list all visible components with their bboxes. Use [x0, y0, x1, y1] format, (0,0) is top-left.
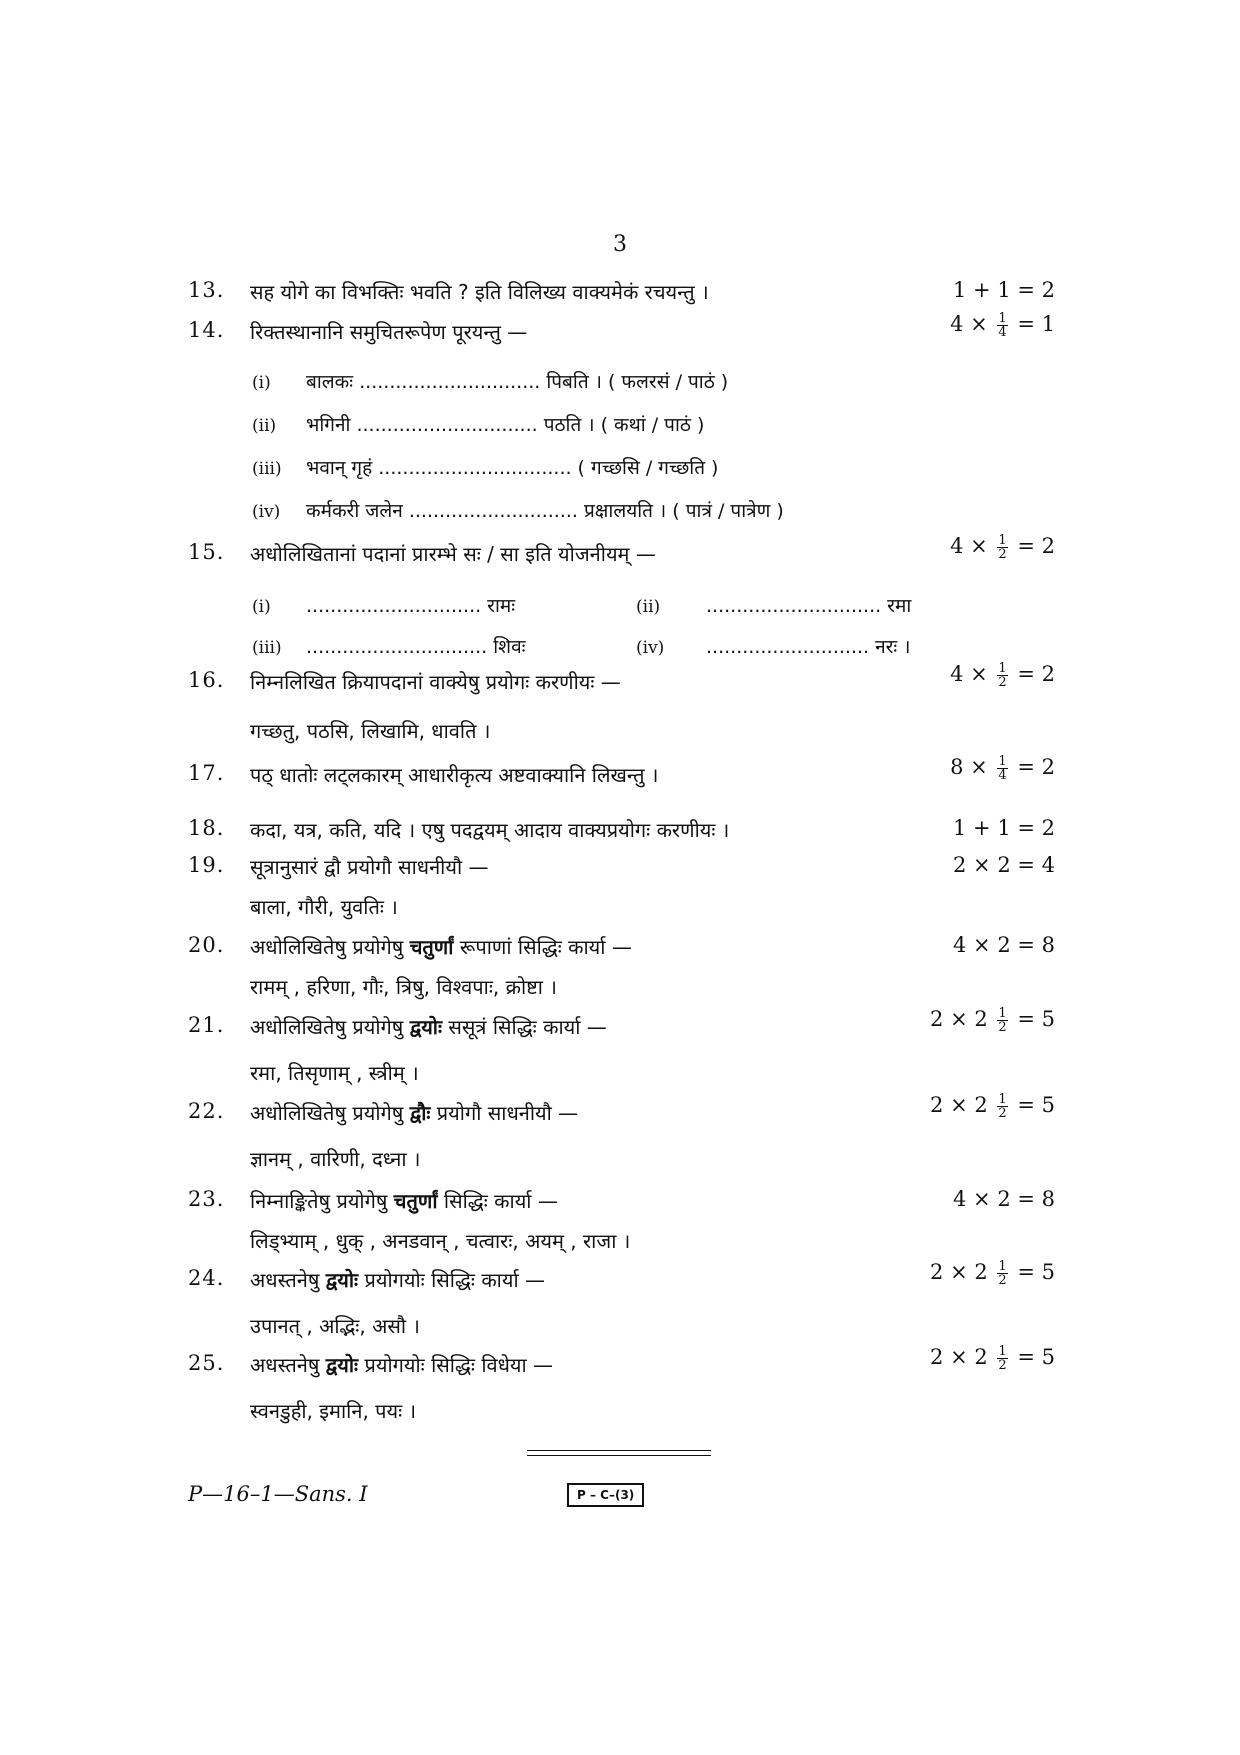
item-label: (iv)	[252, 502, 281, 522]
marks-suffix: = 5	[1017, 1007, 1055, 1031]
marks-prefix: 2 × 2	[930, 1260, 988, 1284]
question-text	[250, 1351, 553, 1378]
question-number: 22.	[188, 1099, 225, 1123]
marks-prefix: 2 × 2	[930, 1093, 988, 1117]
fraction-denominator: 4	[998, 768, 1007, 783]
question-sub-text: लिड्भ्याम् , धुक् , अनडवान् , चत्वारः, अयम् , राजा ।	[250, 1229, 631, 1253]
marks-prefix: 8 ×	[950, 755, 988, 779]
question-14	[0, 311, 1240, 350]
emphasis-word: चतुर्णां	[393, 1189, 438, 1213]
item-text: भवान् गृहं ................................ ( गच्छसि / गच्छति )	[306, 457, 719, 479]
fill-item	[252, 592, 515, 618]
item-label: (iii)	[252, 459, 282, 479]
marks-prefix: 4 ×	[950, 534, 988, 558]
question-marks: 4 × 2 = 8	[953, 933, 1055, 957]
question-number: 23.	[188, 1187, 225, 1211]
question-21	[0, 1006, 1240, 1045]
fill-item	[252, 497, 784, 523]
question-sub-text: रामम् , हरिणा, गौः, त्रिषु, विश्वपाः, क्रोष्टा ।	[250, 975, 557, 999]
fraction-denominator: 2	[998, 675, 1007, 690]
question-13	[0, 278, 1240, 310]
end-rule-bottom	[527, 1455, 711, 1456]
question-text: कदा, यत्र, कति, यदि । एषु पदद्वयम् आदाय वाक्यप्रयोगः करणीयः ।	[250, 818, 730, 842]
text-part: अधोलिखितेषु प्रयोगेषु	[250, 1015, 410, 1039]
text-part: रूपाणां सिद्धिः कार्या —	[453, 935, 632, 959]
question-23	[0, 1187, 1240, 1219]
question-marks: 1 + 1 = 2	[953, 278, 1055, 302]
question-marks	[950, 662, 1055, 689]
text-part: प्रयोगौ साधनीयौ —	[430, 1101, 579, 1125]
text-part: निम्नाङ्कितेषु प्रयोगेषु	[250, 1189, 394, 1213]
question-text: सह योगे का विभक्तिः भवति ? इति विलिख्य वाक्यमेकं रचयन्तु ।	[250, 280, 709, 304]
item-text: ............................. रामः	[306, 595, 516, 617]
paper-code: P—16–1—Sans. I	[188, 1482, 368, 1506]
text-part: अधस्तनेषु	[250, 1268, 326, 1292]
question-text	[250, 1266, 545, 1293]
emphasis-word: चतुर्णां	[409, 935, 454, 959]
fraction-denominator: 2	[998, 1106, 1007, 1121]
fill-item	[252, 411, 704, 437]
fraction-numerator: 1	[998, 1344, 1007, 1359]
marks-suffix: = 5	[1017, 1345, 1055, 1369]
marks-fraction	[997, 534, 1007, 561]
text-part: अधस्तनेषु	[250, 1353, 326, 1377]
question-20	[0, 933, 1240, 965]
question-number: 14.	[188, 318, 225, 342]
marks-prefix: 4 ×	[950, 312, 988, 336]
emphasis-word: द्वयोः	[325, 1268, 359, 1292]
question-sub-text: गच्छतु, पठसि, लिखामि, धावति ।	[250, 719, 491, 743]
question-marks	[950, 755, 1055, 782]
text-part: सिद्धिः कार्या —	[437, 1189, 558, 1213]
fraction-numerator: 1	[998, 1092, 1007, 1107]
fraction-denominator: 2	[998, 1020, 1007, 1035]
question-marks	[950, 534, 1055, 561]
fraction-numerator: 1	[998, 311, 1007, 326]
item-text: भगिनी .............................. पठति । ( कथां / पाठं )	[306, 414, 705, 436]
text-part: अधोलिखितेषु प्रयोगेषु	[250, 1101, 410, 1125]
fraction-numerator: 1	[998, 661, 1007, 676]
text-part: अधोलिखितेषु प्रयोगेषु	[250, 935, 410, 959]
question-number: 25.	[188, 1351, 225, 1375]
question-text	[250, 1187, 558, 1214]
marks-prefix: 2 × 2	[930, 1345, 988, 1369]
question-text	[250, 933, 632, 960]
marks-fraction	[997, 1007, 1007, 1034]
marks-suffix: = 5	[1017, 1260, 1055, 1284]
item-label: (i)	[252, 597, 271, 617]
fill-item	[252, 633, 525, 659]
item-text: बालकः .............................. पिबति । ( फलरसं / पाठं )	[306, 371, 729, 393]
marks-fraction	[997, 1093, 1007, 1120]
question-17	[0, 754, 1240, 793]
emphasis-word: द्वयोः	[325, 1353, 359, 1377]
question-16	[0, 661, 1240, 700]
marks-suffix: = 2	[1017, 755, 1055, 779]
fraction-denominator: 2	[998, 1358, 1007, 1373]
question-18	[0, 816, 1240, 848]
fraction-denominator: 4	[998, 325, 1007, 340]
question-22	[0, 1092, 1240, 1131]
question-text	[250, 1099, 578, 1126]
fill-item	[636, 633, 911, 659]
question-text: रिक्तस्थानानि समुचितरूपेण पूरयन्तु —	[250, 320, 528, 344]
question-number: 21.	[188, 1013, 225, 1037]
question-marks: 2 × 2 = 4	[953, 853, 1055, 877]
item-text: ........................... नरः ।	[706, 636, 911, 658]
end-rule-top	[527, 1450, 711, 1451]
question-marks	[930, 1007, 1055, 1034]
text-part: ससूत्रं सिद्धिः कार्या —	[442, 1015, 607, 1039]
question-number: 19.	[188, 853, 225, 877]
text-part: प्रयोगयोः सिद्धिः कार्या —	[358, 1268, 545, 1292]
marks-fraction	[997, 755, 1007, 782]
question-sub-text: ज्ञानम् , वारिणी, दध्ना ।	[250, 1147, 421, 1171]
marks-fraction	[997, 1260, 1007, 1287]
emphasis-word: द्वयोः	[409, 1015, 443, 1039]
item-label: (ii)	[252, 416, 277, 436]
marks-fraction	[997, 662, 1007, 689]
fraction-numerator: 1	[998, 1259, 1007, 1274]
question-number: 13.	[188, 278, 225, 302]
question-text	[250, 1013, 607, 1040]
item-text: ............................. रमा	[706, 595, 912, 617]
question-number: 18.	[188, 816, 225, 840]
item-label: (iii)	[252, 638, 282, 658]
question-text: सूत्रानुसारं द्वौ प्रयोगौ साधनीयौ —	[250, 855, 489, 879]
question-marks	[950, 312, 1055, 339]
question-sub-text: बाला, गौरी, युवतिः ।	[250, 895, 398, 919]
item-label: (i)	[252, 373, 271, 393]
question-sub-text: रमा, तिसृणाम् , स्त्रीम् ।	[250, 1061, 419, 1085]
question-number: 24.	[188, 1266, 225, 1290]
fraction-denominator: 2	[998, 547, 1007, 562]
question-15	[0, 533, 1240, 572]
fill-item	[636, 592, 911, 618]
question-marks: 4 × 2 = 8	[953, 1187, 1055, 1211]
question-text: निम्नलिखित क्रियापदानां वाक्येषु प्रयोगः करणीयः —	[250, 670, 621, 694]
question-text: अधोलिखितानां पदानां प्रारम्भे सः / सा इति योजनीयम् —	[250, 542, 656, 566]
question-marks	[930, 1345, 1055, 1372]
question-marks	[930, 1260, 1055, 1287]
question-sub-text: स्वनडुही, इमानि, पयः ।	[250, 1399, 417, 1423]
marks-fraction	[997, 312, 1007, 339]
marks-prefix: 2 × 2	[930, 1007, 988, 1031]
fraction-denominator: 2	[998, 1273, 1007, 1288]
item-text: .............................. शिवः	[306, 636, 526, 658]
question-number: 15.	[188, 540, 225, 564]
question-number: 20.	[188, 933, 225, 957]
item-label: (ii)	[636, 597, 661, 617]
question-sub-text: उपानत् , अद्भिः, असौ ।	[250, 1314, 420, 1338]
marks-fraction	[997, 1345, 1007, 1372]
question-25	[0, 1344, 1240, 1383]
question-19	[0, 853, 1240, 885]
marks-suffix: = 1	[1017, 312, 1055, 336]
question-text: पठ् धातोः लट्लकारम् आधारीकृत्य अष्टवाक्यानि लिखन्तु ।	[250, 763, 659, 787]
fraction-numerator: 1	[998, 533, 1007, 548]
marks-suffix: = 2	[1017, 534, 1055, 558]
question-number: 16.	[188, 668, 225, 692]
text-part: प्रयोगयोः सिद्धिः विधेया —	[358, 1353, 554, 1377]
item-text: कर्मकरी जलेन ............................ प्रक्षालयति । ( पात्रं / पात्रेण )	[306, 500, 784, 522]
emphasis-word: द्वौः	[409, 1101, 431, 1125]
marks-suffix: = 2	[1017, 662, 1055, 686]
page-code-box: P – C–(3)	[567, 1483, 644, 1507]
question-marks	[930, 1093, 1055, 1120]
fraction-numerator: 1	[998, 754, 1007, 769]
marks-prefix: 4 ×	[950, 662, 988, 686]
item-label: (iv)	[636, 638, 665, 658]
marks-suffix: = 5	[1017, 1093, 1055, 1117]
fraction-numerator: 1	[998, 1006, 1007, 1021]
question-number: 17.	[188, 761, 225, 785]
fill-item	[252, 454, 718, 480]
question-24	[0, 1259, 1240, 1298]
fill-item	[252, 368, 728, 394]
page-number: 3	[613, 232, 627, 257]
question-marks: 1 + 1 = 2	[953, 816, 1055, 840]
